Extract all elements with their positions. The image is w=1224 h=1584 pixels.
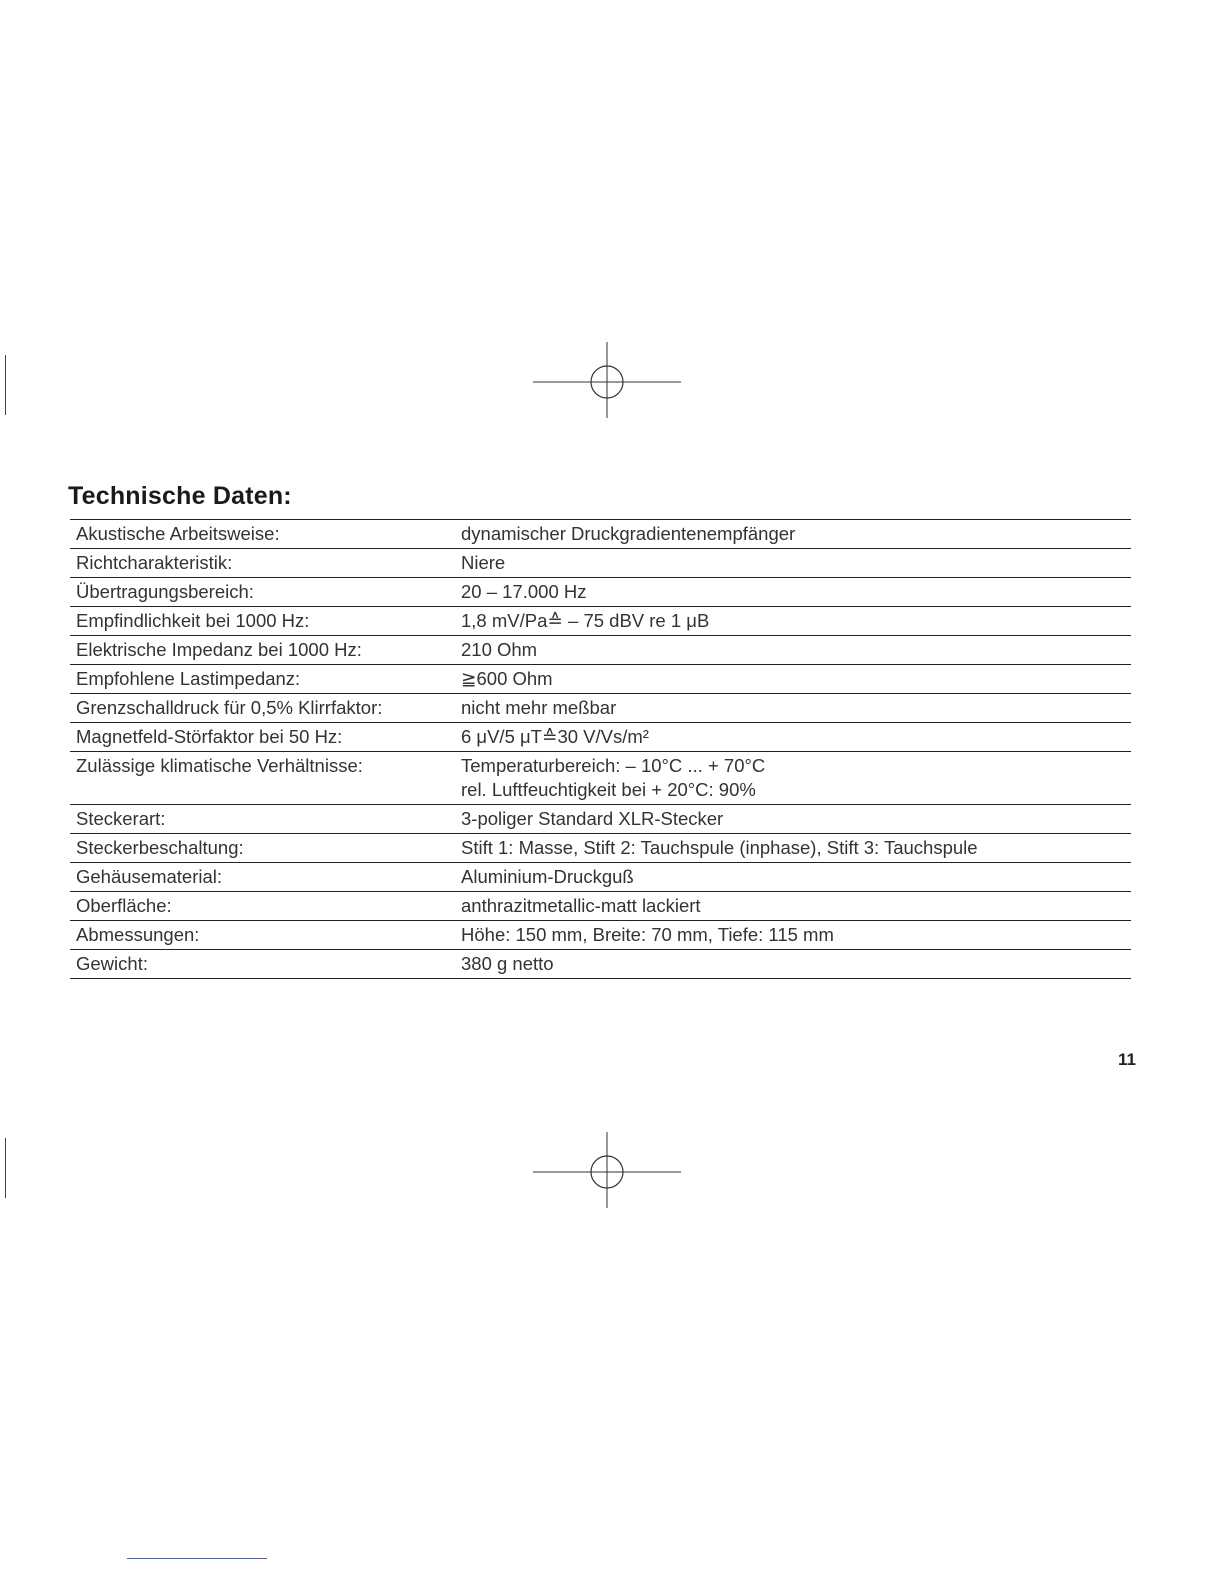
spec-label: Steckerbeschaltung: [70,834,455,863]
spec-label: Empfindlichkeit bei 1000 Hz: [70,607,455,636]
spec-value-line: 210 Ohm [461,639,538,660]
spec-row [70,694,1131,723]
spec-row [70,636,1131,665]
spec-table [70,519,1131,979]
spec-label: Zulässige klimatische Verhältnisse: [70,752,455,805]
spec-value-line: Temperaturbereich: – 10°C ... + 70°C [461,755,766,776]
spec-label: Akustische Arbeitsweise: [70,520,455,549]
spec-value-line: anthrazitmetallic-matt lackiert [461,895,701,916]
spec-value [455,921,1131,950]
spec-value [455,520,1131,549]
spec-label: Gewicht: [70,950,455,979]
spec-row [70,549,1131,578]
spec-row [70,950,1131,979]
spec-value-line: 380 g netto [461,953,554,974]
spec-row [70,921,1131,950]
spec-label: Magnetfeld-Störfaktor bei 50 Hz: [70,723,455,752]
spec-row [70,520,1131,549]
registration-mark-top [533,342,681,422]
spec-value [455,665,1131,694]
spec-value [455,834,1131,863]
spec-value [455,636,1131,665]
crop-mark-bottom-left [5,1138,6,1198]
registration-mark-bottom [533,1132,681,1212]
spec-value-line: Aluminium-Druckguß [461,866,634,887]
spec-value [455,578,1131,607]
spec-label: Steckerart: [70,805,455,834]
spec-row [70,578,1131,607]
spec-table-body [70,520,1131,979]
crop-mark-top-left [5,355,6,415]
spec-value [455,805,1131,834]
spec-row [70,805,1131,834]
spec-value-line: dynamischer Druckgradientenempfänger [461,523,796,544]
spec-row [70,863,1131,892]
footer-rule [127,1558,267,1559]
spec-value-line: 6 μV/5 μT≙30 V/Vs/m² [461,726,649,747]
spec-label: Oberfläche: [70,892,455,921]
spec-value-line: Niere [461,552,506,573]
spec-row [70,752,1131,805]
spec-value-line: ≧600 Ohm [461,668,553,689]
spec-row [70,834,1131,863]
spec-row [70,607,1131,636]
spec-value [455,863,1131,892]
spec-value-line: 1,8 mV/Pa≙ – 75 dBV re 1 μB [461,610,710,631]
spec-value [455,950,1131,979]
spec-value-line: nicht mehr meßbar [461,697,617,718]
page-title: Technische Daten: [68,482,292,510]
spec-value [455,607,1131,636]
spec-label: Elektrische Impedanz bei 1000 Hz: [70,636,455,665]
spec-value-line: Höhe: 150 mm, Breite: 70 mm, Tiefe: 115 mm [461,924,834,945]
spec-label: Abmessungen: [70,921,455,950]
spec-label: Übertragungsbereich: [70,578,455,607]
spec-value-line: 3-poliger Standard XLR-Stecker [461,808,724,829]
spec-value [455,723,1131,752]
spec-value [455,752,1131,805]
spec-row [70,665,1131,694]
page-number: 11 [1118,1050,1136,1069]
spec-row [70,892,1131,921]
spec-value-line: Stift 1: Masse, Stift 2: Tauchspule (inphase), Stift 3: Tauchspule [461,837,978,858]
spec-label: Gehäusematerial: [70,863,455,892]
spec-label: Empfohlene Lastimpedanz: [70,665,455,694]
spec-value [455,694,1131,723]
spec-value-line: 20 – 17.000 Hz [461,581,587,602]
spec-value-line: rel. Luftfeuchtigkeit bei + 20°C: 90% [461,779,756,800]
spec-value [455,549,1131,578]
spec-label: Richtcharakteristik: [70,549,455,578]
spec-row [70,723,1131,752]
spec-value [455,892,1131,921]
spec-label: Grenzschalldruck für 0,5% Klirrfaktor: [70,694,455,723]
